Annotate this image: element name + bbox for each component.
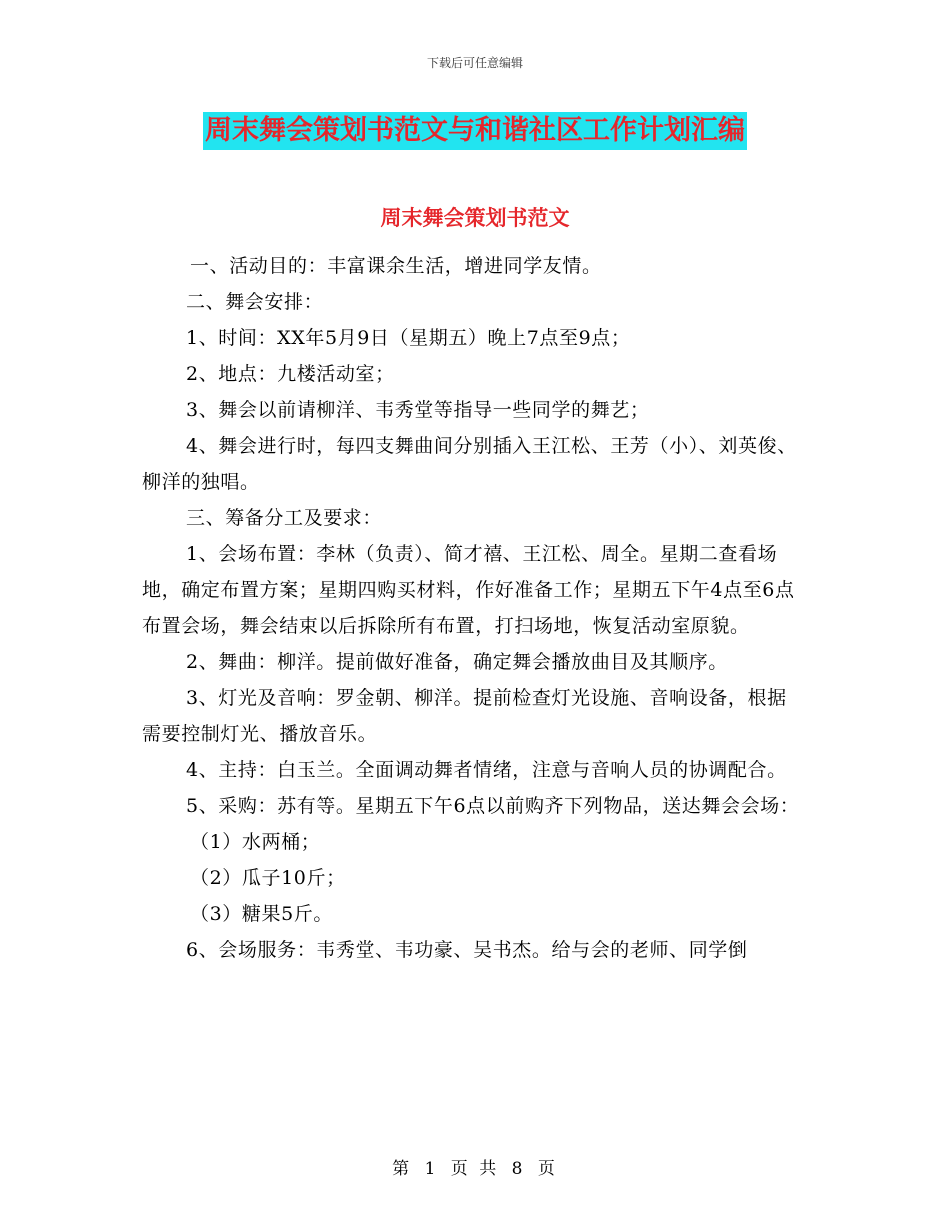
- total-pages: 8: [511, 1159, 526, 1179]
- page-number: 1: [424, 1159, 439, 1179]
- paragraph: 3、灯光及音响：罗金朝、柳洋。提前检查灯光设施、音响设备，根据需要控制灯光、播放音乐。: [142, 687, 787, 745]
- paragraph: 一、活动目的：丰富课余生活，增进同学友情。: [190, 255, 602, 277]
- paragraph: 4、舞会进行时，每四支舞曲间分别插入王江松、王芳（小）、刘英俊、柳洋的独唱。: [142, 435, 797, 493]
- footer-prefix: 第: [392, 1159, 413, 1179]
- paragraph: 1、会场布置：李林（负责）、简才禧、王江松、周全。星期二查看场地，确定布置方案；星期四购买材料，作好准备工作；星期五下午4点至6点布置会场，舞会结束以后拆除所有布置，打扫场地，恢复活动室原貌。: [142, 543, 795, 637]
- paragraph: 4、主持：白玉兰。全面调动舞者情绪，注意与音响人员的协调配合。: [186, 759, 787, 781]
- header-note: 下载后可任意编辑: [426, 56, 523, 70]
- body-text: [142, 248, 806, 968]
- paragraph: 二、舞会安排：: [186, 291, 324, 313]
- list-item: （3）糖果5斤。: [190, 903, 333, 925]
- footer-suffix: 页: [537, 1159, 558, 1179]
- footer-mid: 页 共: [450, 1159, 500, 1179]
- paragraph: 三、筹备分工及要求：: [186, 507, 383, 529]
- paragraph: 1、时间：XX年5月9日（星期五）晚上7点至9点；: [186, 327, 631, 349]
- paragraph: 2、地点：九楼活动室；: [186, 363, 395, 385]
- section-title: 周末舞会策划书范文: [380, 205, 570, 230]
- paragraph: 2、舞曲：柳洋。提前做好准备，确定舞会播放曲目及其顺序。: [186, 651, 728, 673]
- paragraph: 6、会场服务：韦秀堂、韦功豪、吴书杰。给与会的老师、同学倒: [186, 939, 748, 961]
- paragraph: 5、采购：苏有等。星期五下午6点以前购齐下列物品，送达舞会会场：: [186, 795, 800, 817]
- page-footer: [0, 1154, 950, 1179]
- main-title: 周末舞会策划书范文与和谐社区工作计划汇编: [203, 112, 747, 150]
- paragraph: 3、舞会以前请柳洋、韦秀堂等指导一些同学的舞艺；: [186, 399, 650, 421]
- list-item: （1）水两桶；: [190, 831, 321, 853]
- list-item: （2）瓜子10斤；: [190, 867, 346, 889]
- main-title-wrap: [0, 112, 950, 150]
